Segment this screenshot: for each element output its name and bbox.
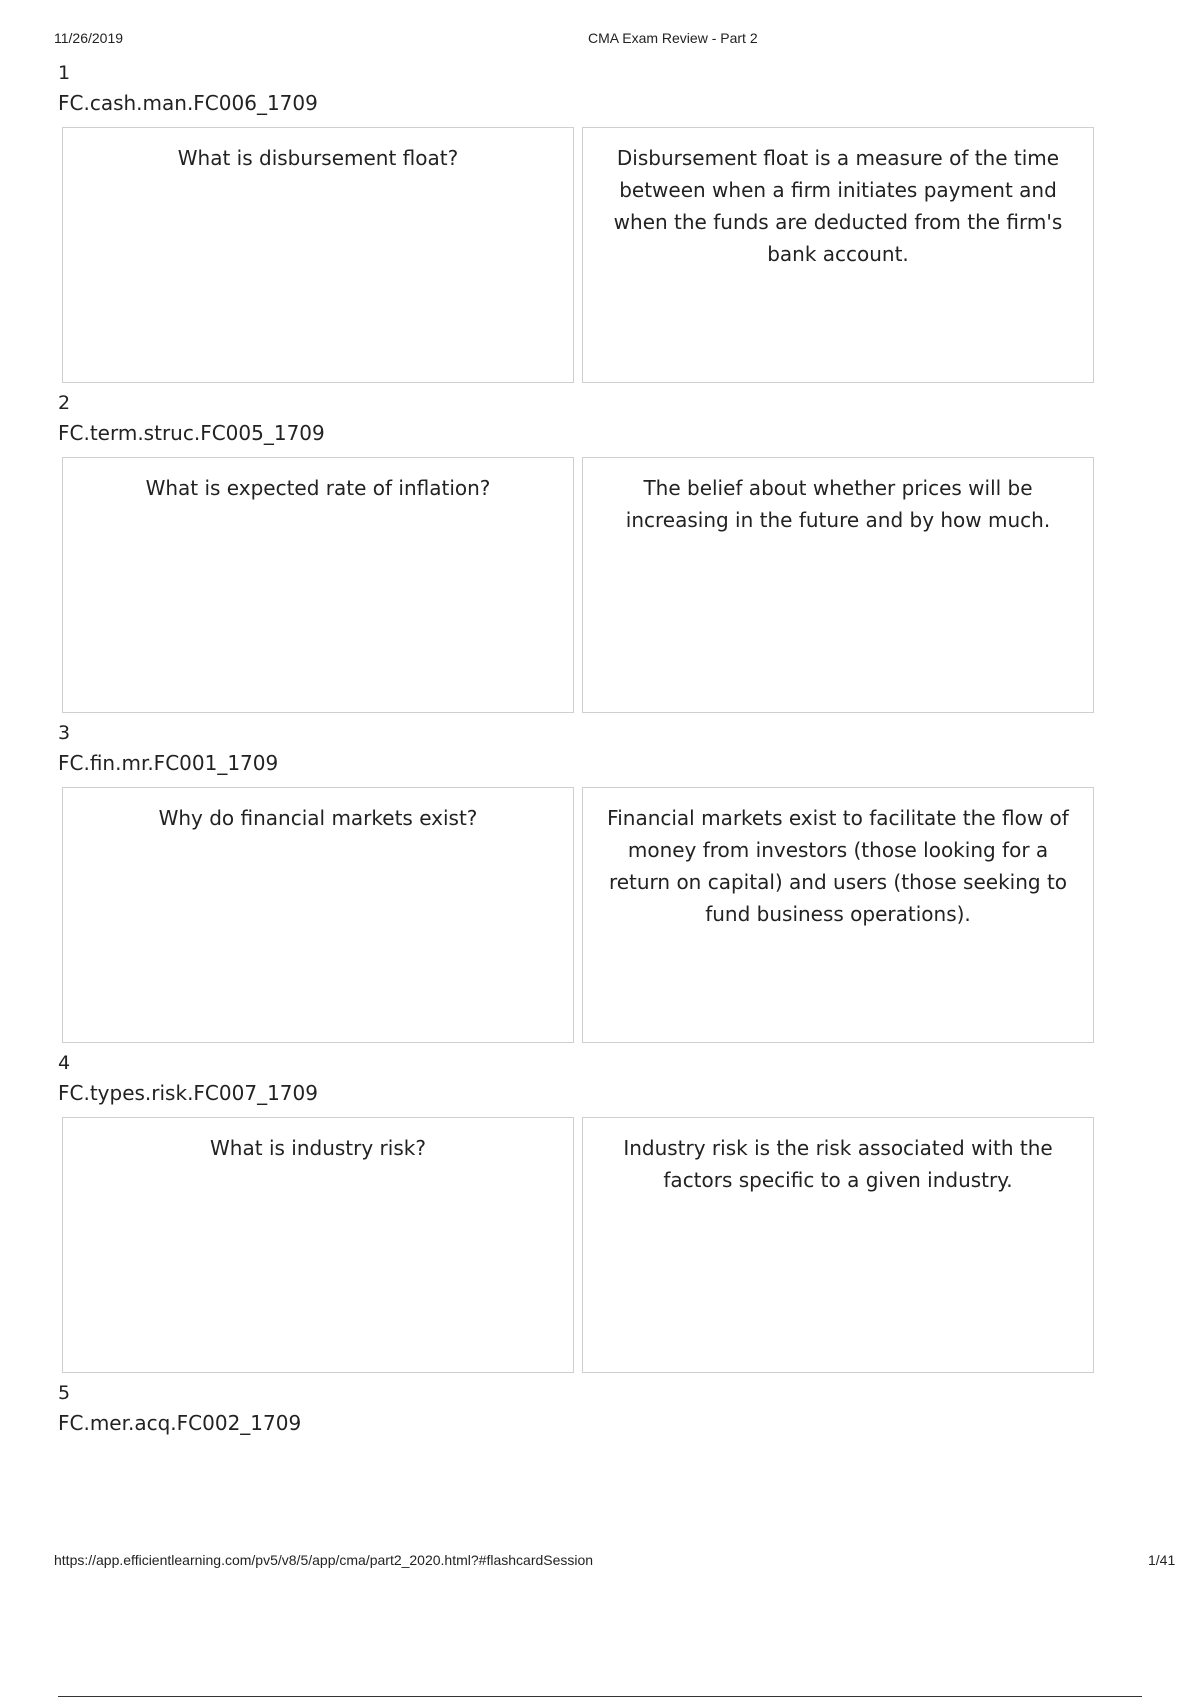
question-card[interactable]: Why do financial markets exist? [62,787,574,1043]
card-code: FC.mer.acq.FC002_1709 [58,1411,302,1435]
card-code: FC.fin.mr.FC001_1709 [58,751,279,775]
page-url: https://app.efficientlearning.com/pv5/v8/5/app/cma/part2_2020.html?#flashcardSession [54,1552,594,1568]
card-code: FC.types.risk.FC007_1709 [58,1081,318,1105]
question-card[interactable]: What is expected rate of inflation? [62,457,574,713]
question-card[interactable]: What is industry risk? [62,1117,574,1373]
answer-card[interactable]: The belief about whether prices will be increasing in the future and by how much. [582,457,1094,713]
card-number: 5 [58,1382,71,1404]
card-code: FC.term.struc.FC005_1709 [58,421,325,445]
card-number: 1 [58,62,71,84]
answer-card[interactable]: Financial markets exist to facilitate the flow of money from investors (those looking for a return on capital) and users (those seeking to fund business operations). [582,787,1094,1043]
card-number: 4 [58,1052,71,1074]
print-date: 11/26/2019 [54,30,124,46]
card-number: 3 [58,722,71,744]
card-code: FC.cash.man.FC006_1709 [58,91,318,115]
answer-card[interactable]: Industry risk is the risk associated with the factors specific to a given industry. [582,1117,1094,1373]
question-card[interactable]: What is disbursement float? [62,127,574,383]
document-title: CMA Exam Review - Part 2 [588,30,758,46]
page-number: 1/41 [1148,1552,1176,1568]
card-number: 2 [58,392,71,414]
page-divider [58,1696,1142,1697]
answer-card[interactable]: Disbursement float is a measure of the time between when a firm initiates payment and when the funds are deducted from the firm's bank account. [582,127,1094,383]
